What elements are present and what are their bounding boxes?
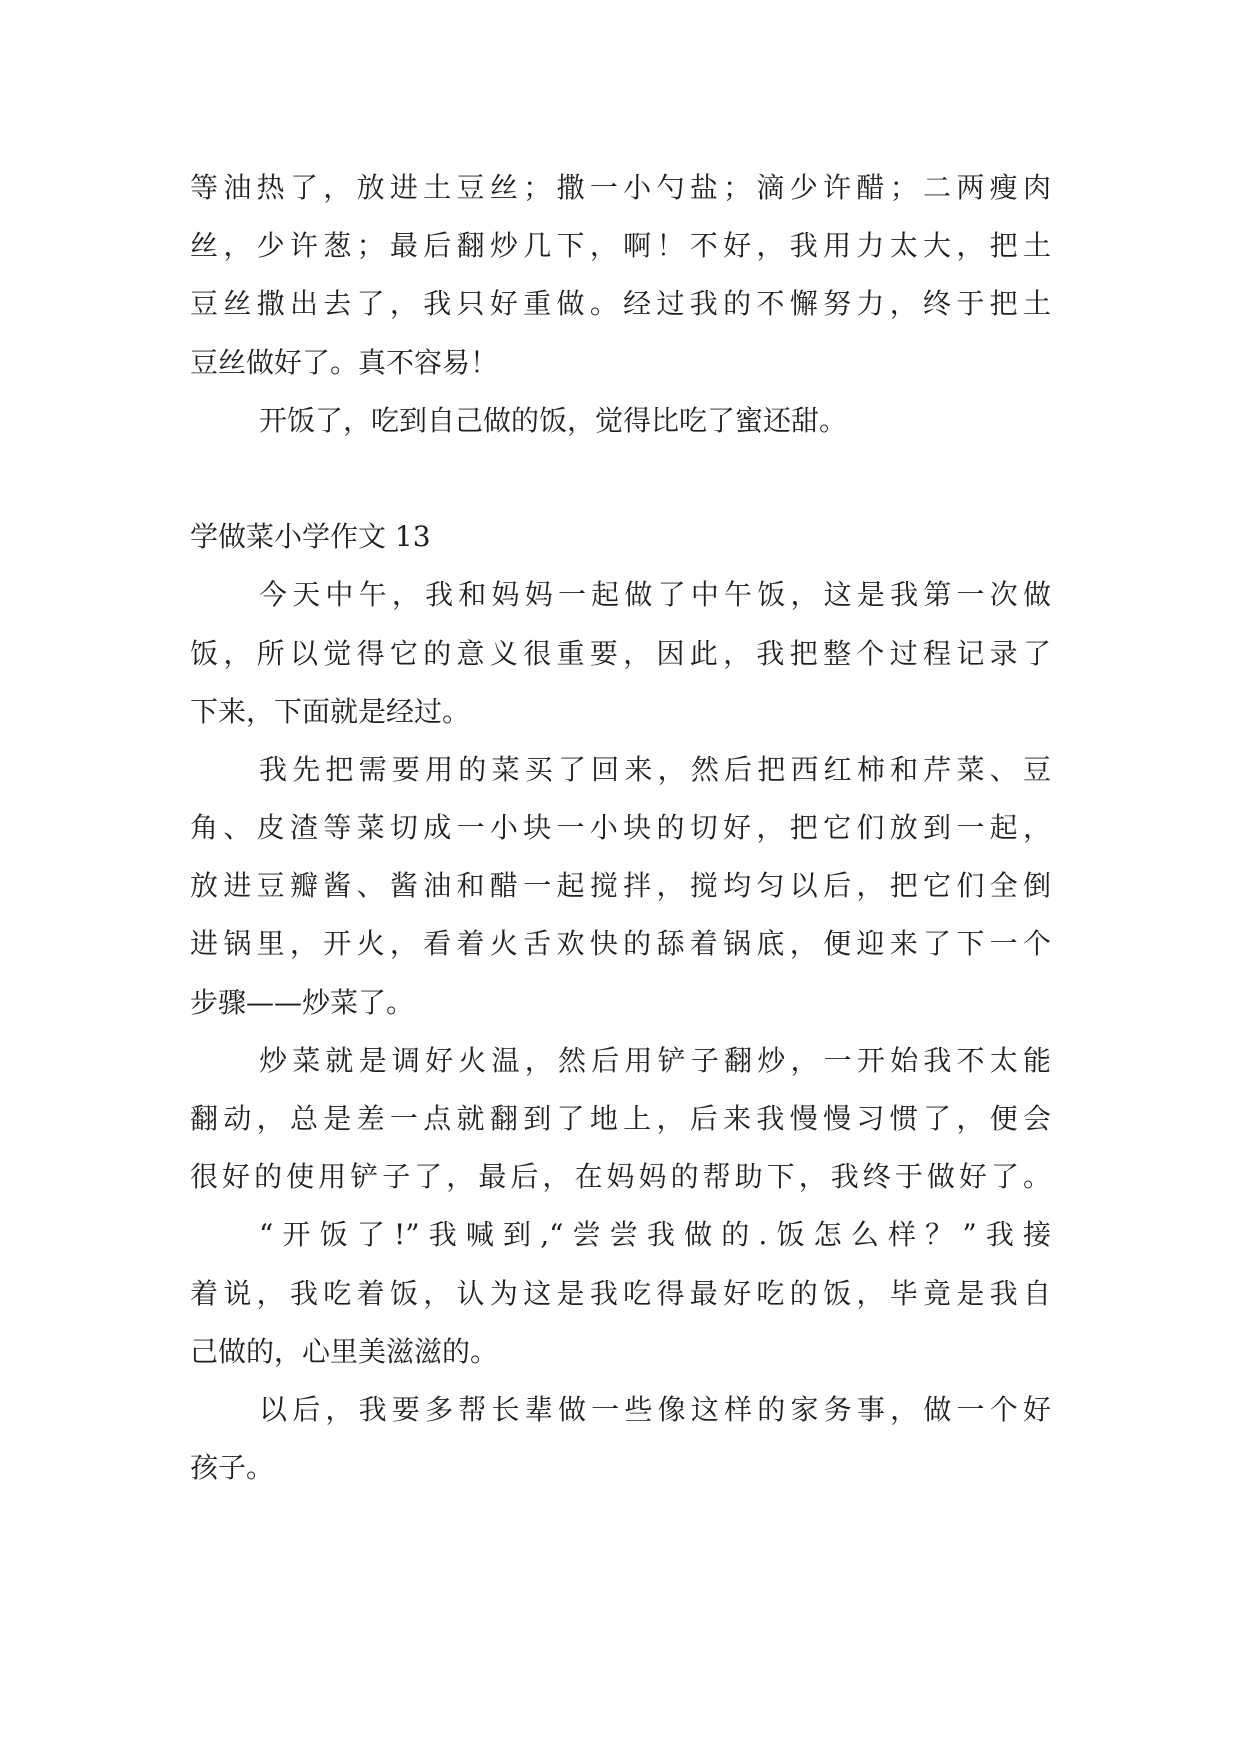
text-line: 放进豆瓣酱、酱油和醋一起搅拌，搅均匀以后，把它们全倒	[190, 869, 1051, 903]
text-line: 孩子。	[190, 1451, 275, 1485]
text-line: 下来，下面就是经过。	[190, 694, 471, 728]
paragraph	[190, 741, 1051, 1032]
paragraph	[190, 392, 1051, 450]
text-line: 进锅里，开火，看着火舌欢快的舔着锅底，便迎来了下一个	[190, 927, 1051, 961]
text-line: 等油热了，放进土豆丝；撒一小勺盐；滴少许醋；二两瘦肉	[190, 171, 1051, 204]
text-line: 步骤——炒菜了。	[190, 985, 415, 1019]
text-line: 今天中午，我和妈妈一起做了中午饭，这是我第一次做	[259, 578, 1051, 612]
paragraph	[190, 1032, 1051, 1207]
text-line: 着说，我吃着饭，认为这是我吃得最好吃的饭，毕竟是我自	[190, 1276, 1051, 1310]
text-line: 角、皮渣等菜切成一小块一小块的切好，把它们放到一起，	[190, 811, 1051, 845]
paragraph	[190, 566, 1051, 741]
text-line: “开饭了!”我喊到,“尝尝我做的.饭怎么样？”我接	[259, 1218, 1051, 1252]
text-line: 开饭了，吃到自己做的饭，觉得比吃了蜜还甜。	[259, 403, 848, 437]
text-line: 己做的，心里美滋滋的。	[190, 1334, 499, 1368]
text-line: 翻动，总是差一点就翻到了地上，后来我慢慢习惯了，便会	[190, 1102, 1051, 1135]
text-line: 炒菜就是调好火温，然后用铲子翻炒，一开始我不太能	[259, 1043, 1051, 1077]
document-body	[190, 159, 1051, 1497]
text-line: 很好的使用铲子了，最后，在妈妈的帮助下，我终于做好了。	[190, 1160, 1051, 1194]
text-line: 丝，少许葱；最后翻炒几下，啊！不好，我用力太大，把土	[190, 229, 1051, 263]
text-line: 豆丝撒出去了，我只好重做。经过我的不懈努力，终于把土	[190, 287, 1051, 321]
text-line: 饭，所以觉得它的意义很重要，因此，我把整个过程记录了	[190, 636, 1051, 670]
essay-title: 学做菜小学作文 13	[190, 520, 431, 554]
text-line: 我先把需要用的菜买了回来，然后把西红柿和芹菜、豆	[259, 752, 1051, 786]
paragraph	[190, 159, 1051, 392]
text-line: 以后，我要多帮长辈做一些像这样的家务事，做一个好	[259, 1392, 1051, 1426]
paragraph	[190, 1381, 1051, 1497]
text-line: 豆丝做好了。真不容易！	[190, 345, 499, 379]
paragraph	[190, 1206, 1051, 1381]
